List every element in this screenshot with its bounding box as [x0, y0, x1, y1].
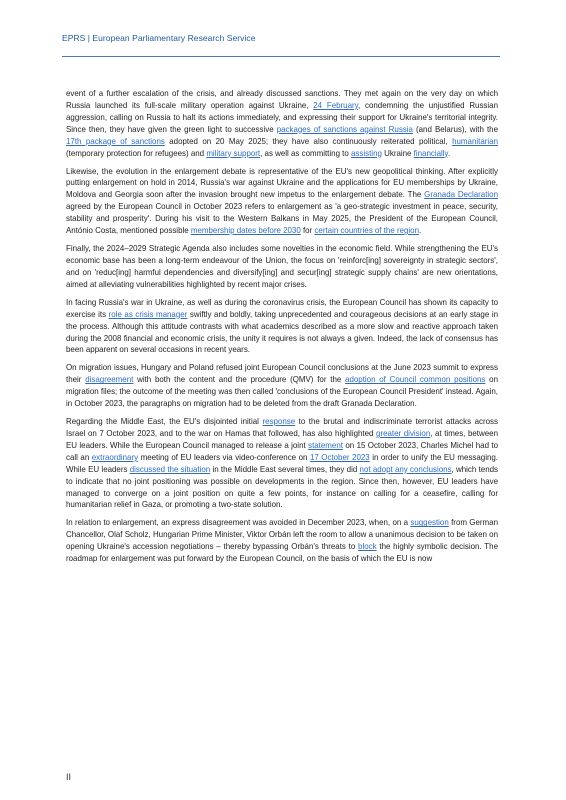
paragraph-text: in the Middle East several times, they did — [210, 464, 360, 474]
inline-link[interactable]: extraordinary — [91, 452, 139, 462]
paragraph-text: Ukraine — [381, 148, 414, 158]
paragraph-text: on migration files; the outcome of the meeting was then called 'conclusions of the European Council President' instead. Again, in October 2023, the paragraphs on migration had to be deleted from the draft Granada Declaration. — [66, 375, 498, 409]
paragraph-text: , as well as committing to — [260, 148, 352, 158]
paragraph-5 — [66, 362, 498, 410]
paragraph-6 — [66, 416, 498, 511]
paragraph-text: Finally, the 2024–2029 Strategic Agenda also includes some novelties in the economic field. While strengthening the EU's economic base has been a long-term endeavour of the Union, the focus on 'reinforc[ing] sovereignty in strategic sectors', and on 'reduc[ing] harmful dependencies and diversify[ing] and secur[ing] strategic supply chains' are new orientations, aimed at alleviating vulnerabilities highlighted by recent major crises. — [66, 244, 498, 289]
paragraph-text: In relation to enlargement, an express disagreement was avoided in December 2023, when, on a — [66, 518, 411, 528]
paragraph-1 — [66, 88, 498, 159]
paragraph-text: for — [300, 226, 315, 236]
inline-link[interactable]: statement — [308, 440, 343, 450]
paragraph-text: from German Chancellor, Olaf Scholz, Hungarian Prime Minister, Viktor Orbán left the room to allow a unanimous decision to be taken on opening Ukraine's accession negotiations – thereby bypassing Orbán's threats to — [66, 518, 498, 552]
running-header: EPRS | European Parliamentary Research Service — [62, 33, 256, 43]
inline-link[interactable]: role as crisis manager — [108, 309, 188, 319]
paragraph-text: agreed by the European Council in October 2023 refers to enlargement as 'a geo-strategic investment in peace, security, stability and prosperity'. During his visit to the Western Balkans in May 2025, the President of the European Council, António Costa, mentioned possible — [66, 202, 498, 236]
paragraph-7 — [66, 517, 498, 565]
paragraph-text: swiftly and boldly, taking unprecedented and courageous decisions at an early stage in the process. Although this attitude contrasts with what academics described as a more slow and reactive approach taken during the 2008 financial and economic crisis, the unity it requires is not always a given. Indeed, the lack of consensus has been apparent on several occasions in recent years. — [66, 309, 499, 355]
inline-link[interactable]: military support — [206, 148, 261, 158]
inline-link[interactable]: 24 February — [313, 100, 359, 110]
paragraph-text: In facing Russia's war in Ukraine, as well as during the coronavirus crisis, the European Council has shown its capacity to exercise its — [66, 297, 498, 319]
inline-link[interactable]: 17 October 2023 — [309, 452, 370, 462]
paragraph-text: event of a further escalation of the crisis, and already discussed sanctions. They met again on the very day on which Russia launched its full-scale military operation against Ukraine, — [66, 89, 498, 110]
inline-link[interactable]: greater division — [376, 429, 431, 439]
page-number: II — [66, 772, 72, 782]
paragraph-text: , condemning the unjustified Russian aggression, calling on Russia to halt its actions immediately, and expressing their support for Ukraine's territorial integrity. Since then, they have given the green light to successive — [66, 100, 498, 134]
inline-link[interactable]: 17th package of sanctions — [66, 136, 165, 146]
paragraph-text: to the brutal and indiscriminate terrorist attacks across Israel on 7 October 2023, and to the war on Hamas that followed, has also highlighted — [66, 417, 498, 439]
paragraph-text: the highly symbolic decision. The roadmap for enlargement was put forward by the European Council, on the basis of which the EU is now — [66, 542, 498, 564]
inline-link[interactable]: membership dates before 2030 — [190, 226, 301, 236]
inline-link[interactable]: block — [358, 542, 377, 552]
paragraph-text: Regarding the Middle East, the EU's disjointed initial — [66, 417, 263, 427]
paragraph-2 — [66, 166, 498, 237]
inline-link[interactable]: humanitarian — [452, 136, 498, 146]
paragraph-text: meeting of EU leaders via video-conference on — [138, 452, 310, 462]
paragraph-3 — [66, 243, 498, 291]
document-body — [66, 88, 498, 571]
paragraph-text: Likewise, the evolution in the enlargement debate is representative of the EU's new geopolitical thinking. After explicitly putting enlargement on hold in 2014, Russia's war against Ukraine and the applications for EU memberships by Ukraine, Moldova and Georgia soon after the invasion brought new impetus to the enlargement debate. The — [66, 166, 498, 200]
paragraph-text: . — [447, 148, 451, 158]
paragraph-text: , which tends to indicate that no joint positioning was possible on developments in the region. Since then, however, EU leaders have managed to converge on a joint position on quite a few points, for instance on calling for a ceasefire, calling for humanitarian relief in Gaza, or promoting a two-state solution. — [66, 464, 498, 510]
inline-link[interactable]: response — [262, 417, 296, 427]
inline-link[interactable]: not adopt any conclusions — [359, 464, 452, 474]
inline-link[interactable]: suggestion — [410, 518, 449, 528]
inline-link[interactable]: financially — [413, 148, 448, 158]
paragraph-text: On migration issues, Hungary and Poland refused joint European Council conclusions at the June 2023 summit to express their — [66, 363, 498, 385]
inline-link[interactable]: certain countries of the region — [314, 226, 420, 236]
inline-link[interactable]: Granada Declaration — [424, 190, 499, 200]
paragraph-text: , at times, between EU leaders. While the European Council managed to release a joint — [66, 429, 498, 450]
paragraph-text: . — [419, 226, 422, 236]
paragraph-text: adopted on 20 May 2025; they have also continuously reiterated political, — [164, 136, 453, 146]
header-divider — [62, 56, 500, 57]
paragraph-text: (and Belarus), with the — [412, 124, 498, 134]
inline-link[interactable]: packages of sanctions against Russia — [276, 124, 413, 134]
inline-link[interactable]: discussed the situation — [129, 464, 211, 474]
paragraph-text: on 15 October 2023, Charles Michel had to call an — [66, 440, 498, 462]
inline-link[interactable]: disagreement — [85, 375, 134, 385]
paragraph-text: (temporary protection for refugees) and — [66, 148, 207, 158]
inline-link[interactable]: assisting — [351, 148, 382, 158]
paragraph-text: with both the content and the procedure (QMV) for the — [133, 375, 346, 385]
inline-link[interactable]: adoption of Council common positions — [345, 375, 486, 385]
paragraph-text: in order to unify the EU messaging. While EU leaders — [66, 452, 499, 474]
paragraph-4 — [66, 297, 498, 357]
